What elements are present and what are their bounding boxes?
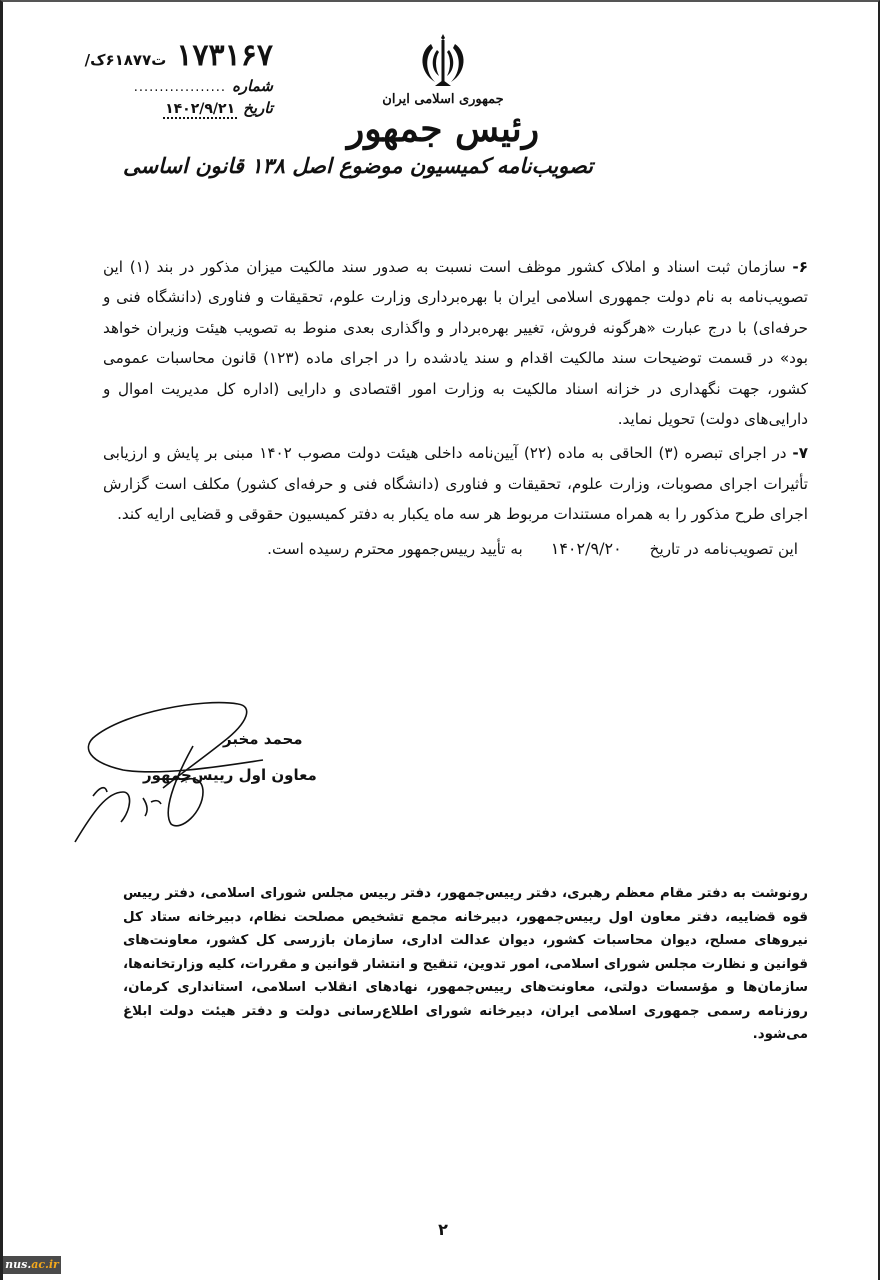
- iran-emblem-icon: [415, 30, 471, 90]
- approval-suffix: به تأیید رییس‌جمهور محترم رسیده است.: [267, 539, 523, 558]
- paragraph-7: [103, 438, 808, 529]
- approval-date: ۱۴۰۲/۹/۲۰: [550, 538, 622, 558]
- date-label: تاریخ: [243, 99, 273, 117]
- paragraph-text: سازمان ثبت اسناد و املاک کشور موظف است نسبت به صدور سند مالکیت میزان مذکور در بند (۱) این تصویب‌نامه به نام دولت جمهوری اسلامی ایران با بهره‌برداری وزارت علوم، تحقیقات و فناوری (دانشگاه فنی و حرفه‌ای) با درج عبارت «هرگونه فروش، تغییر بهره‌بردار و واگذاری بعدی منوط به تصویب هیئت وزیران خواهد بود» در قسمت توضیحات سند مالکیت اقدام و سند یادشده را در اجرای ماده (۱۲۳) قانون محاسبات عمومی کشور، جهت نگهداری در خزانه اسناد مالکیت به وزارت امور اقتصادی و دارایی (اداره کل مدیریت اموال و دارایی‌های دولت) تحویل نماید.: [103, 258, 808, 429]
- country-name: جمهوری اسلامی ایران: [382, 92, 504, 107]
- copies-text: رونوشت به دفتر مقام معظم رهبری، دفتر رییس‌جمهور، دفتر رییس مجلس شورای اسلامی، دفتر رییس قوه قضاییه، دفتر معاون اول رییس‌جمهور، دبیرخانه مجمع تشخیص مصلحت نظام، دبیرخانه ستاد کل نیروهای مسلح، دیوان محاسبات کشور، دیوان عدالت اداری، سازمان بازرسی کل کشور، معاونت‌های قوانین و نظارت مجلس شورای اسلامی، امور تدوین، تنقیح و انتشار قوانین و مقررات، کلیه وزارتخانه‌ها، سازمان‌ها و مؤسسات دولتی، معاونت‌های رییس‌جمهور، نهادهای انقلاب اسلامی، استانداری کرمان، روزنامه رسمی جمهوری اسلامی ایران، دبیرخانه شورای اطلاع‌رسانی دولت و دفتر هیئت دولت ابلاغ می‌شود.: [123, 886, 808, 1042]
- office-title: رئیس جمهور: [346, 108, 540, 150]
- paragraph-6: [103, 252, 808, 434]
- document-subtitle: تصویب‌نامه کمیسیون موضوع اصل ۱۳۸ قانون اساسی: [122, 153, 593, 178]
- watermark-part2: ac.ir: [31, 1258, 59, 1271]
- paragraph-text: در اجرای تبصره (۳) الحاقی به ماده (۲۲) آیین‌نامه داخلی هیئت دولت مصوب ۱۴۰۲ مبنی بر پایش و ارزیابی تأثیرات اجرای مصوبات، وزارت علوم، تحقیقات و فناوری (دانشگاه فنی و حرفه‌ای کشور) مکلف است گزارش اجرای طرح مذکور را به همراه مستندات مربوط هر سه ماه یکبار به دفتر کمیسیون حقوقی و قضایی ارایه کند.: [103, 444, 808, 524]
- letter-number: ۱۷۳۱۶۷: [176, 38, 273, 73]
- approval-prefix: این تصویب‌نامه در تاریخ: [649, 539, 798, 558]
- approval-line: [103, 534, 808, 564]
- watermark-part1: nus.: [5, 1258, 32, 1271]
- date-value: ۱۴۰۲/۹/۲۱: [165, 101, 236, 117]
- signatory-title: معاون اول رییس‌جمهور: [143, 766, 317, 784]
- site-watermark: [3, 1256, 61, 1274]
- signatory-name: محمد مخبر: [223, 730, 303, 748]
- reference-block: [33, 38, 273, 119]
- copies-list: [123, 882, 808, 1047]
- number-field-row: [33, 77, 273, 95]
- page-number: ۲: [438, 1220, 448, 1239]
- paragraph-number: ۷-: [792, 444, 808, 463]
- date-field-row: [33, 99, 273, 119]
- number-label: شماره: [232, 77, 273, 95]
- document-body: [103, 252, 808, 564]
- letter-code: ت۶۱۸۷۷ک/: [84, 51, 167, 69]
- reference-number-row: [33, 38, 273, 73]
- number-value: ..................: [133, 80, 227, 95]
- paragraph-number: ۶-: [792, 258, 809, 276]
- signature-block: [63, 692, 363, 862]
